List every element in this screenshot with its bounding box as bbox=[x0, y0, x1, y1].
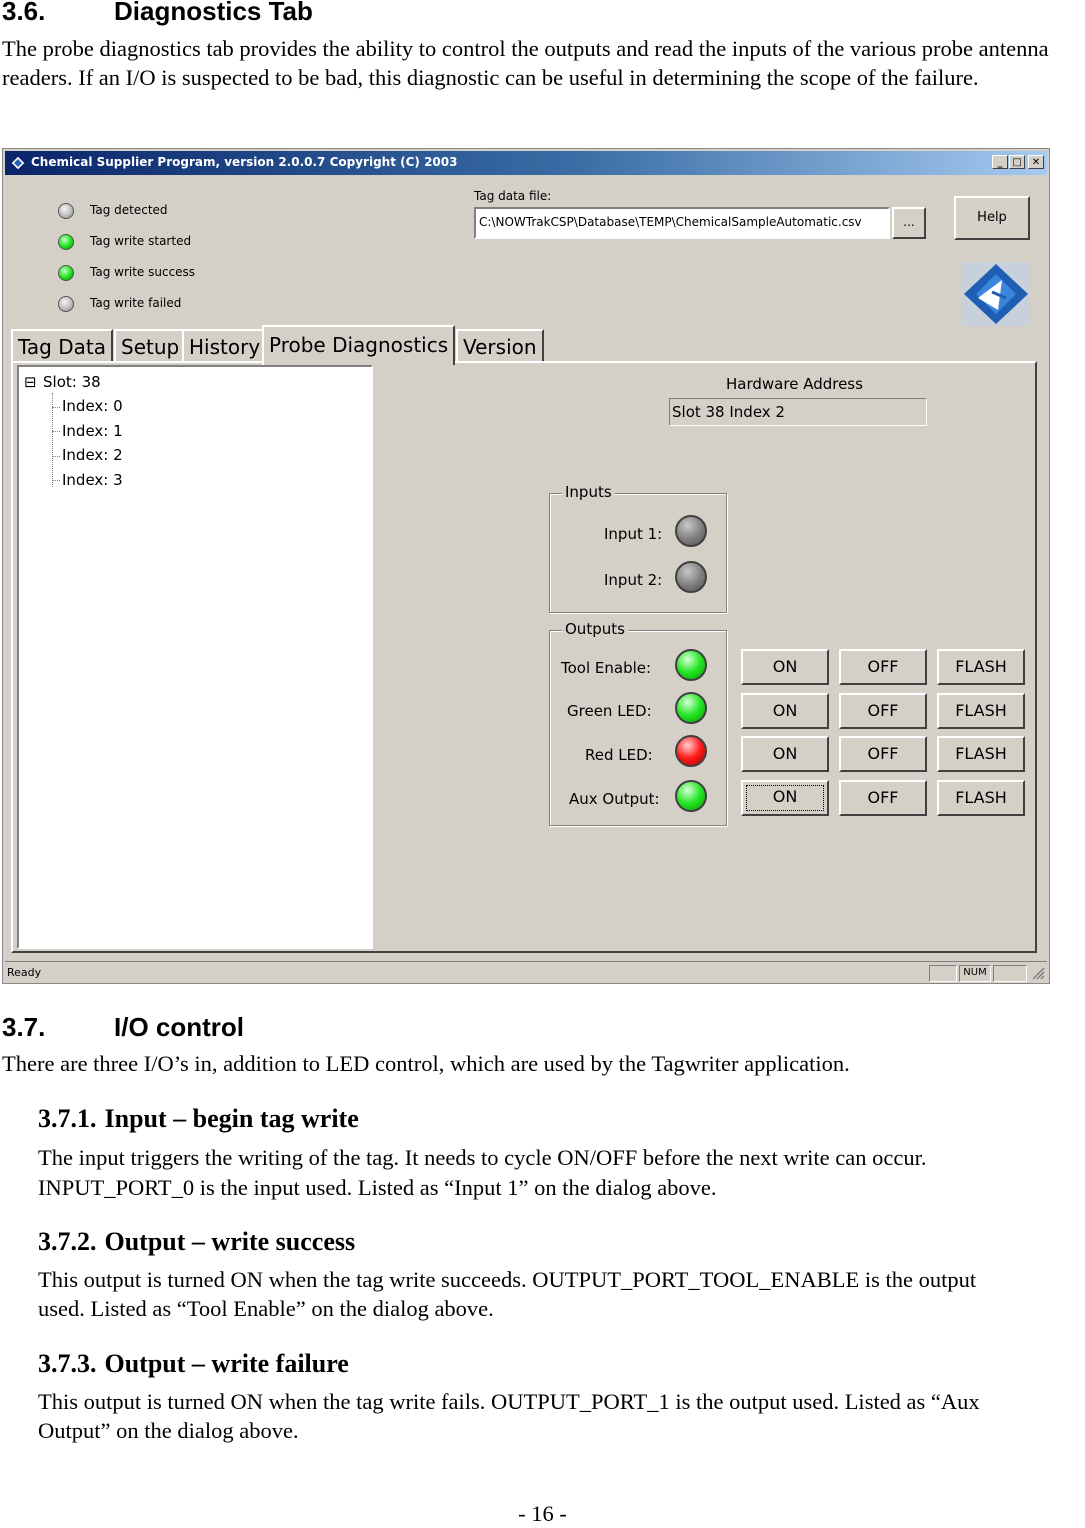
led-tag-detected-icon bbox=[58, 203, 74, 219]
section-number: 3.7. bbox=[2, 1012, 46, 1042]
section-number: 3.6. bbox=[2, 0, 46, 26]
red-led-icon bbox=[675, 735, 707, 767]
maximize-button[interactable]: □ bbox=[1009, 155, 1025, 169]
status-bar bbox=[5, 961, 1047, 982]
section-title: Diagnostics Tab bbox=[114, 0, 313, 26]
tab-history[interactable]: History bbox=[182, 329, 267, 363]
input-1-label: Input 1: bbox=[604, 525, 663, 543]
close-button[interactable]: ✕ bbox=[1028, 155, 1044, 169]
tree-connector bbox=[52, 480, 60, 481]
subsection-number: 3.7.2. bbox=[38, 1227, 97, 1256]
subsection-heading-3-7-3 bbox=[38, 1349, 349, 1379]
tool-enable-label: Tool Enable: bbox=[561, 659, 652, 677]
subsection-number: 3.7.3. bbox=[38, 1349, 97, 1378]
aux-output-on-button[interactable]: ON bbox=[741, 780, 829, 816]
aux-output-flash-button[interactable]: FLASH bbox=[937, 780, 1025, 816]
led-tag-write-failed-icon bbox=[58, 296, 74, 312]
green-led-label: Green LED: bbox=[567, 702, 652, 720]
aux-output-led-icon bbox=[675, 780, 707, 812]
indicator-label-tag-detected: Tag detected bbox=[90, 203, 168, 217]
tool-enable-led-icon bbox=[675, 649, 707, 681]
green-led-flash-button[interactable]: FLASH bbox=[937, 693, 1025, 729]
inputs-group bbox=[549, 483, 727, 613]
browse-button[interactable]: ... bbox=[892, 207, 926, 239]
subsection-title: Output – write success bbox=[104, 1227, 356, 1256]
green-led-icon bbox=[675, 692, 707, 724]
subsection-title: Output – write failure bbox=[104, 1349, 349, 1378]
tab-tag-data[interactable]: Tag Data bbox=[11, 329, 113, 363]
section-title: I/O control bbox=[114, 1012, 244, 1042]
status-text: Ready bbox=[7, 966, 42, 979]
tag-data-file-label: Tag data file: bbox=[474, 189, 552, 203]
tool-enable-flash-button[interactable]: FLASH bbox=[937, 649, 1025, 685]
subsection-heading-3-7-1 bbox=[38, 1104, 359, 1134]
tool-enable-off-button[interactable]: OFF bbox=[839, 649, 927, 685]
aux-output-off-button[interactable]: OFF bbox=[839, 780, 927, 816]
slot-tree-view[interactable] bbox=[17, 365, 373, 949]
red-led-on-button[interactable]: ON bbox=[741, 736, 829, 772]
subsection-title: Input – begin tag write bbox=[104, 1104, 359, 1133]
input-2-label: Input 2: bbox=[604, 571, 663, 589]
red-led-label: Red LED: bbox=[585, 746, 653, 764]
section-heading-3-7 bbox=[2, 1012, 244, 1043]
app-icon bbox=[10, 155, 26, 171]
tag-data-file-field[interactable]: C:\NOWTrakCSP\Database\TEMP\ChemicalSampleAutomatic.csv bbox=[474, 207, 890, 239]
tool-enable-on-button[interactable]: ON bbox=[741, 649, 829, 685]
tab-setup[interactable]: Setup bbox=[114, 329, 186, 363]
indicator-label-tag-write-started: Tag write started bbox=[90, 234, 192, 248]
inputs-group-caption: Inputs bbox=[562, 483, 615, 501]
indicator-label-tag-write-success: Tag write success bbox=[90, 265, 196, 279]
tree-item-index-2[interactable]: Index: 2 bbox=[62, 446, 123, 464]
application-window bbox=[2, 148, 1050, 984]
input-1-led-icon bbox=[675, 515, 707, 547]
status-pane bbox=[929, 965, 957, 982]
tree-connector bbox=[52, 456, 60, 457]
hardware-address-label: Hardware Address bbox=[726, 375, 863, 393]
green-led-on-button[interactable]: ON bbox=[741, 693, 829, 729]
tree-connector bbox=[52, 407, 60, 408]
tree-root-slot[interactable]: Slot: 38 bbox=[43, 373, 101, 391]
red-led-off-button[interactable]: OFF bbox=[839, 736, 927, 772]
help-button[interactable]: Help bbox=[954, 196, 1030, 240]
paragraph-line: This output is turned ON when the tag write fails. OUTPUT_PORT_1 is the output used. Listed as “Aux bbox=[38, 1389, 980, 1414]
led-tag-write-started-icon bbox=[58, 234, 74, 250]
aux-output-label: Aux Output: bbox=[569, 790, 660, 808]
indicator-label-tag-write-failed: Tag write failed bbox=[90, 296, 182, 310]
outputs-group-caption: Outputs bbox=[562, 620, 628, 638]
title-bar[interactable] bbox=[5, 151, 1047, 175]
tree-item-index-1[interactable]: Index: 1 bbox=[62, 422, 123, 440]
window-title: Chemical Supplier Program, version 2.0.0.7 Copyright (C) 2003 bbox=[31, 155, 458, 169]
num-lock-indicator: NUM bbox=[959, 965, 991, 982]
tree-item-index-3[interactable]: Index: 3 bbox=[62, 471, 123, 489]
status-pane bbox=[993, 965, 1027, 982]
led-tag-write-success-icon bbox=[58, 265, 74, 281]
paragraph-line: used. Listed as “Tool Enable” on the dialog above. bbox=[38, 1296, 494, 1321]
section-heading-3-6 bbox=[2, 0, 313, 27]
subsection-number: 3.7.1. bbox=[38, 1104, 97, 1133]
page-number: - 16 - bbox=[518, 1501, 567, 1526]
tab-probe-diagnostics[interactable]: Probe Diagnostics bbox=[262, 325, 455, 365]
paragraph-line: INPUT_PORT_0 is the input used. Listed as “Input 1” on the dialog above. bbox=[38, 1175, 717, 1200]
paragraph-line: The input triggers the writing of the tag. It needs to cycle ON/OFF before the next write can occur. bbox=[38, 1145, 927, 1170]
tree-connector bbox=[52, 431, 60, 432]
subsection-heading-3-7-2 bbox=[38, 1227, 355, 1257]
section-paragraph-3-6: The probe diagnostics tab provides the ability to control the outputs and read the inputs of the various probe antenna readers. If an I/O is suspected to be bad, this diagnostic can be useful in determining the scope of the failure. bbox=[2, 36, 1049, 90]
resize-grip-icon[interactable] bbox=[1031, 966, 1045, 980]
paragraph-line: This output is turned ON when the tag write succeeds. OUTPUT_PORT_TOOL_ENABLE is the output bbox=[38, 1267, 977, 1292]
tree-root-toggle-icon[interactable]: ⊟ bbox=[24, 373, 37, 391]
tree-item-index-0[interactable]: Index: 0 bbox=[62, 397, 123, 415]
hardware-address-field: Slot 38 Index 2 bbox=[669, 398, 927, 426]
red-led-flash-button[interactable]: FLASH bbox=[937, 736, 1025, 772]
paragraph-line: Output” on the dialog above. bbox=[38, 1418, 299, 1443]
minimize-button[interactable]: _ bbox=[992, 155, 1008, 169]
green-led-off-button[interactable]: OFF bbox=[839, 693, 927, 729]
company-logo-icon bbox=[962, 262, 1030, 326]
section-paragraph-3-7: There are three I/O’s in, addition to LED control, which are used by the Tagwriter application. bbox=[2, 1051, 850, 1076]
input-2-led-icon bbox=[675, 561, 707, 593]
tab-version[interactable]: Version bbox=[456, 329, 544, 363]
